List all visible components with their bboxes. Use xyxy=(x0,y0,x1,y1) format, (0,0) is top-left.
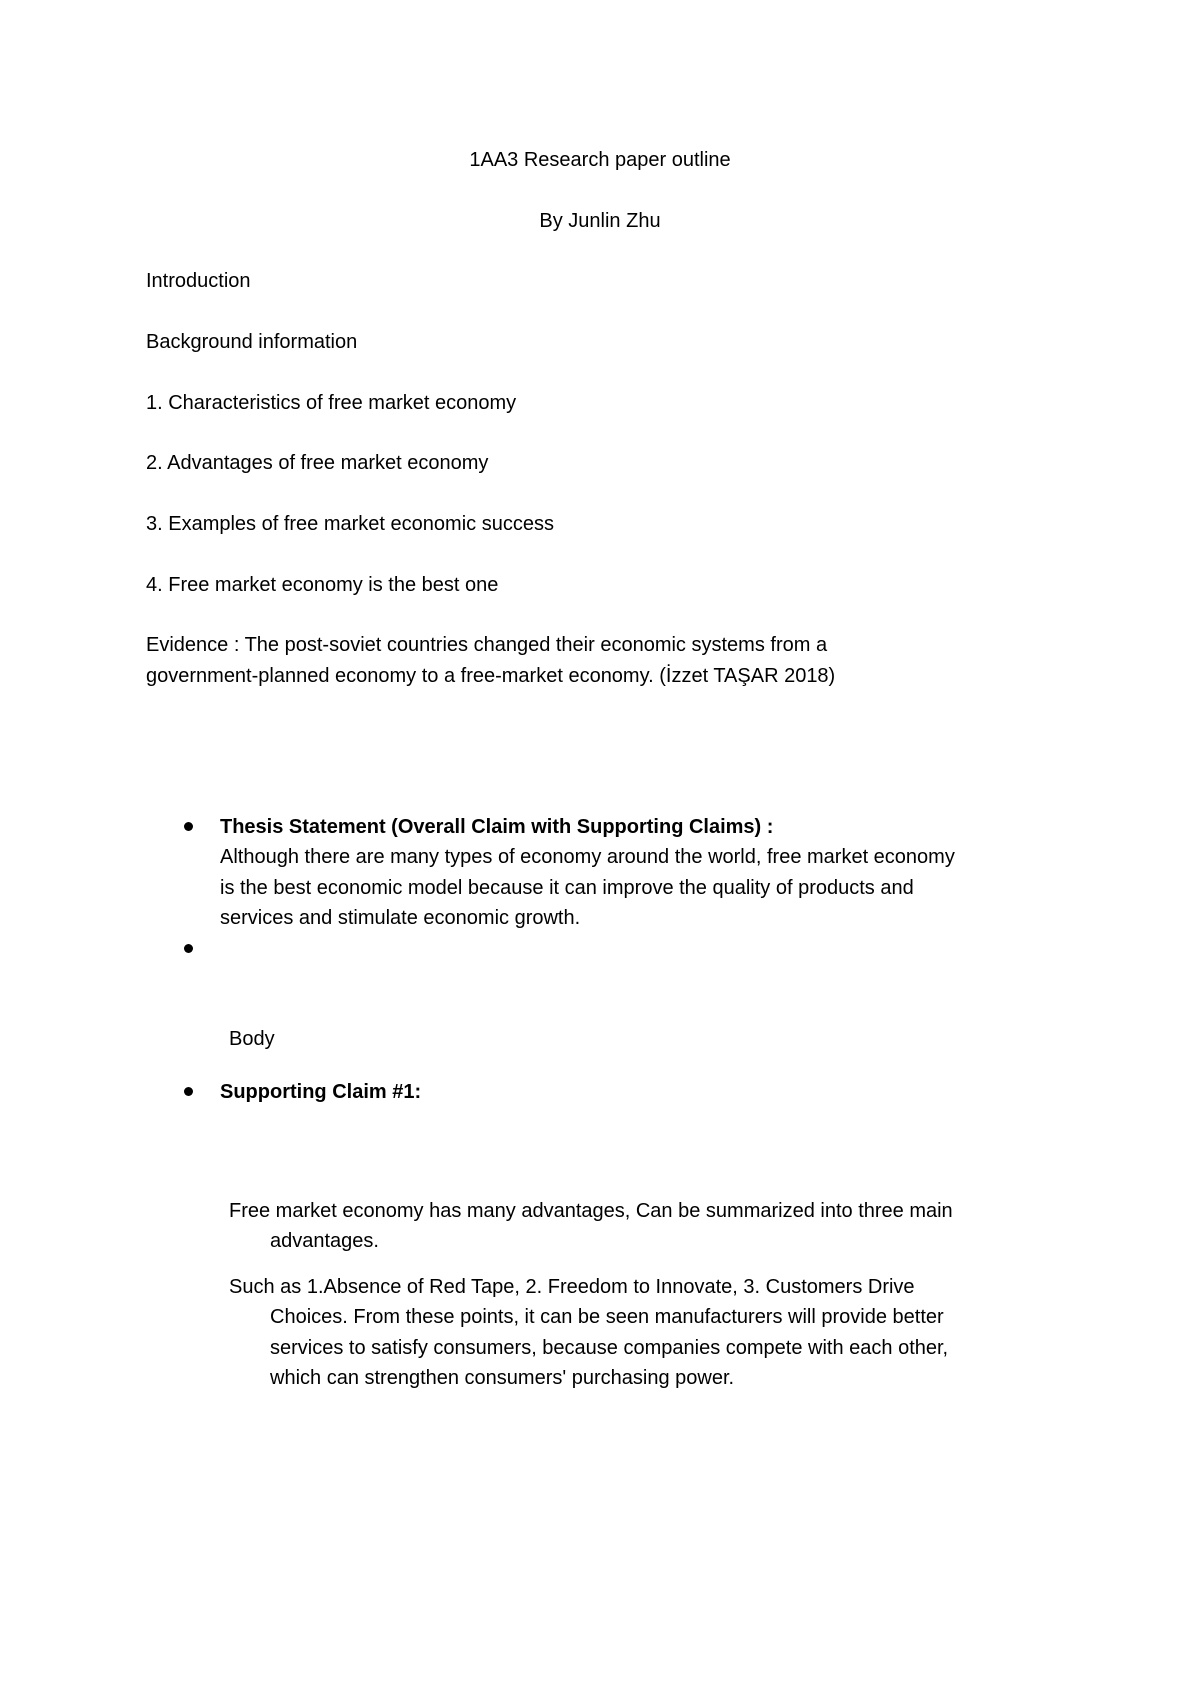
outline-point-3: 3. Examples of free market economic success xyxy=(146,513,554,535)
thesis-line-2: is the best economic model because it can improve the quality of products and xyxy=(220,877,914,899)
supporting-claim-label: Supporting Claim #1: xyxy=(220,1081,422,1103)
introduction-heading: Introduction xyxy=(146,270,251,292)
document-title: 1AA3 Research paper outline xyxy=(469,149,731,171)
claim-paragraph-1-line-2: advantages. xyxy=(270,1230,379,1252)
document-author: By Junlin Zhu xyxy=(539,210,661,232)
background-heading: Background information xyxy=(146,331,358,353)
claim-paragraph-1-line-1: Free market economy has many advantages, Can be summarized into three main xyxy=(229,1200,953,1222)
claim-paragraph-2-line-4: which can strengthen consumers' purchasing power. xyxy=(270,1367,735,1389)
evidence-line-1: Evidence : The post-soviet countries changed their economic systems from a xyxy=(146,634,828,656)
evidence-line-2: government-planned economy to a free-market economy. (İzzet TAŞAR 2018) xyxy=(146,665,836,687)
supporting-claim-bullet-icon xyxy=(184,1087,193,1096)
claim-paragraph-2-line-2: Choices. From these points, it can be seen manufacturers will provide better xyxy=(270,1306,944,1328)
claim-paragraph-2-line-1: Such as 1.Absence of Red Tape, 2. Freedom to Innovate, 3. Customers Drive xyxy=(229,1276,915,1298)
outline-point-1: 1. Characteristics of free market economy xyxy=(146,392,517,414)
empty-bullet-icon xyxy=(184,944,193,953)
thesis-bullet-icon xyxy=(184,822,193,831)
thesis-line-3: services and stimulate economic growth. xyxy=(220,907,581,929)
outline-point-2: 2. Advantages of free market economy xyxy=(146,452,489,474)
claim-paragraph-2-line-3: services to satisfy consumers, because companies compete with each other, xyxy=(270,1337,949,1359)
body-heading: Body xyxy=(229,1028,275,1050)
thesis-line-1: Although there are many types of economy around the world, free market economy xyxy=(220,846,955,868)
thesis-label: Thesis Statement (Overall Claim with Supporting Claims) : xyxy=(220,816,774,838)
outline-point-4: 4. Free market economy is the best one xyxy=(146,574,499,596)
